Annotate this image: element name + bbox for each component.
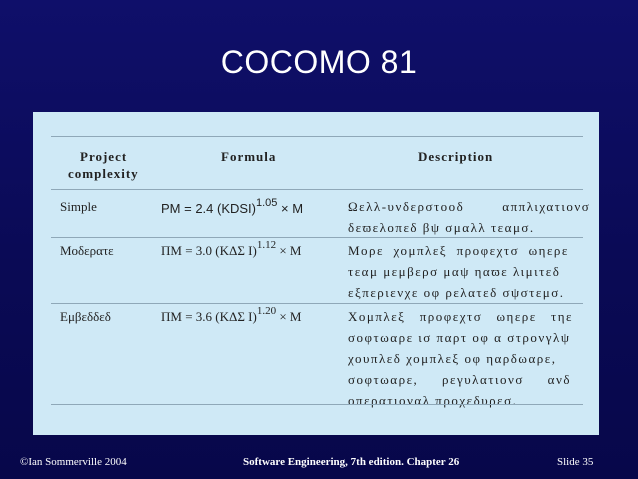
header-description: Description xyxy=(418,149,494,164)
header-project: Project xyxy=(80,149,128,164)
row-rule xyxy=(51,237,583,238)
slide-title: COCOMO 81 xyxy=(220,44,418,80)
table-top-rule xyxy=(51,136,583,137)
footer-copyright: ©Ian Sommerville 2004 xyxy=(20,456,127,468)
formula-tail: × M xyxy=(279,309,302,324)
formula-main: PM = 2.4 (KDSI) xyxy=(161,201,256,216)
desc-moderate xyxy=(348,240,573,303)
row-name-moderate: Μοδερατε xyxy=(60,243,114,258)
table-bottom-rule xyxy=(51,404,583,405)
formula-tail: × M xyxy=(279,243,302,258)
formula-simple xyxy=(161,198,303,221)
row-name-embedded: Εμβεδδεδ xyxy=(60,309,111,324)
desc-line: χουπλεδ χομπλεξ οφ ηαρδωαρε, xyxy=(348,351,557,366)
footer-book-title: Software Engineering, 7th edition. Chapter 26 xyxy=(243,456,460,468)
header-formula: Formula xyxy=(221,149,277,164)
desc-line: δεϖελοπεδ βψ σμαλλ τεαμσ. xyxy=(348,220,535,235)
desc-embedded xyxy=(348,306,573,411)
formula-main: ΠΜ = 3.0 (ΚΔΣ Ι) xyxy=(161,243,257,258)
formula-exponent: 1.20 xyxy=(256,305,277,317)
desc-line: σοφτωαρε, ρεγυλατιονσ ανδ xyxy=(348,372,571,387)
desc-line: Χομπλεξ προφεχτσ ωηερε τηε xyxy=(348,309,573,324)
desc-line: εξπεριενχε οφ ρελατεδ σψστεμσ. xyxy=(348,285,565,300)
row-rule xyxy=(51,303,583,304)
formula-tail: × M xyxy=(281,201,304,216)
footer-slide-number: Slide 35 xyxy=(557,456,594,468)
desc-simple xyxy=(348,196,591,238)
desc-line: οπερατιοναλ προχεδυρεσ. xyxy=(348,393,518,408)
desc-line: Ωελλ-υνδερστοοδ αππλιχατιονσ xyxy=(348,199,591,214)
desc-line: Μορε χομπλεξ προφεχτσ ωηερε xyxy=(348,243,569,258)
formula-moderate xyxy=(161,240,301,263)
cocomo-table-panel xyxy=(33,112,599,435)
formula-exponent: 1.05 xyxy=(256,197,278,209)
formula-embedded xyxy=(161,306,301,329)
row-name-simple: Simple xyxy=(60,199,97,214)
formula-exponent: 1.12 xyxy=(256,239,277,251)
desc-line: σοφτωαρε ισ παρτ οφ α στρονγλψ xyxy=(348,330,571,345)
header-rule xyxy=(51,189,583,190)
desc-line: τεαμ μεμβερσ μαψ ηαϖε λιμιτεδ xyxy=(348,264,561,279)
formula-main: ΠΜ = 3.6 (ΚΔΣ Ι) xyxy=(161,309,257,324)
header-complexity: complexity xyxy=(68,166,139,181)
